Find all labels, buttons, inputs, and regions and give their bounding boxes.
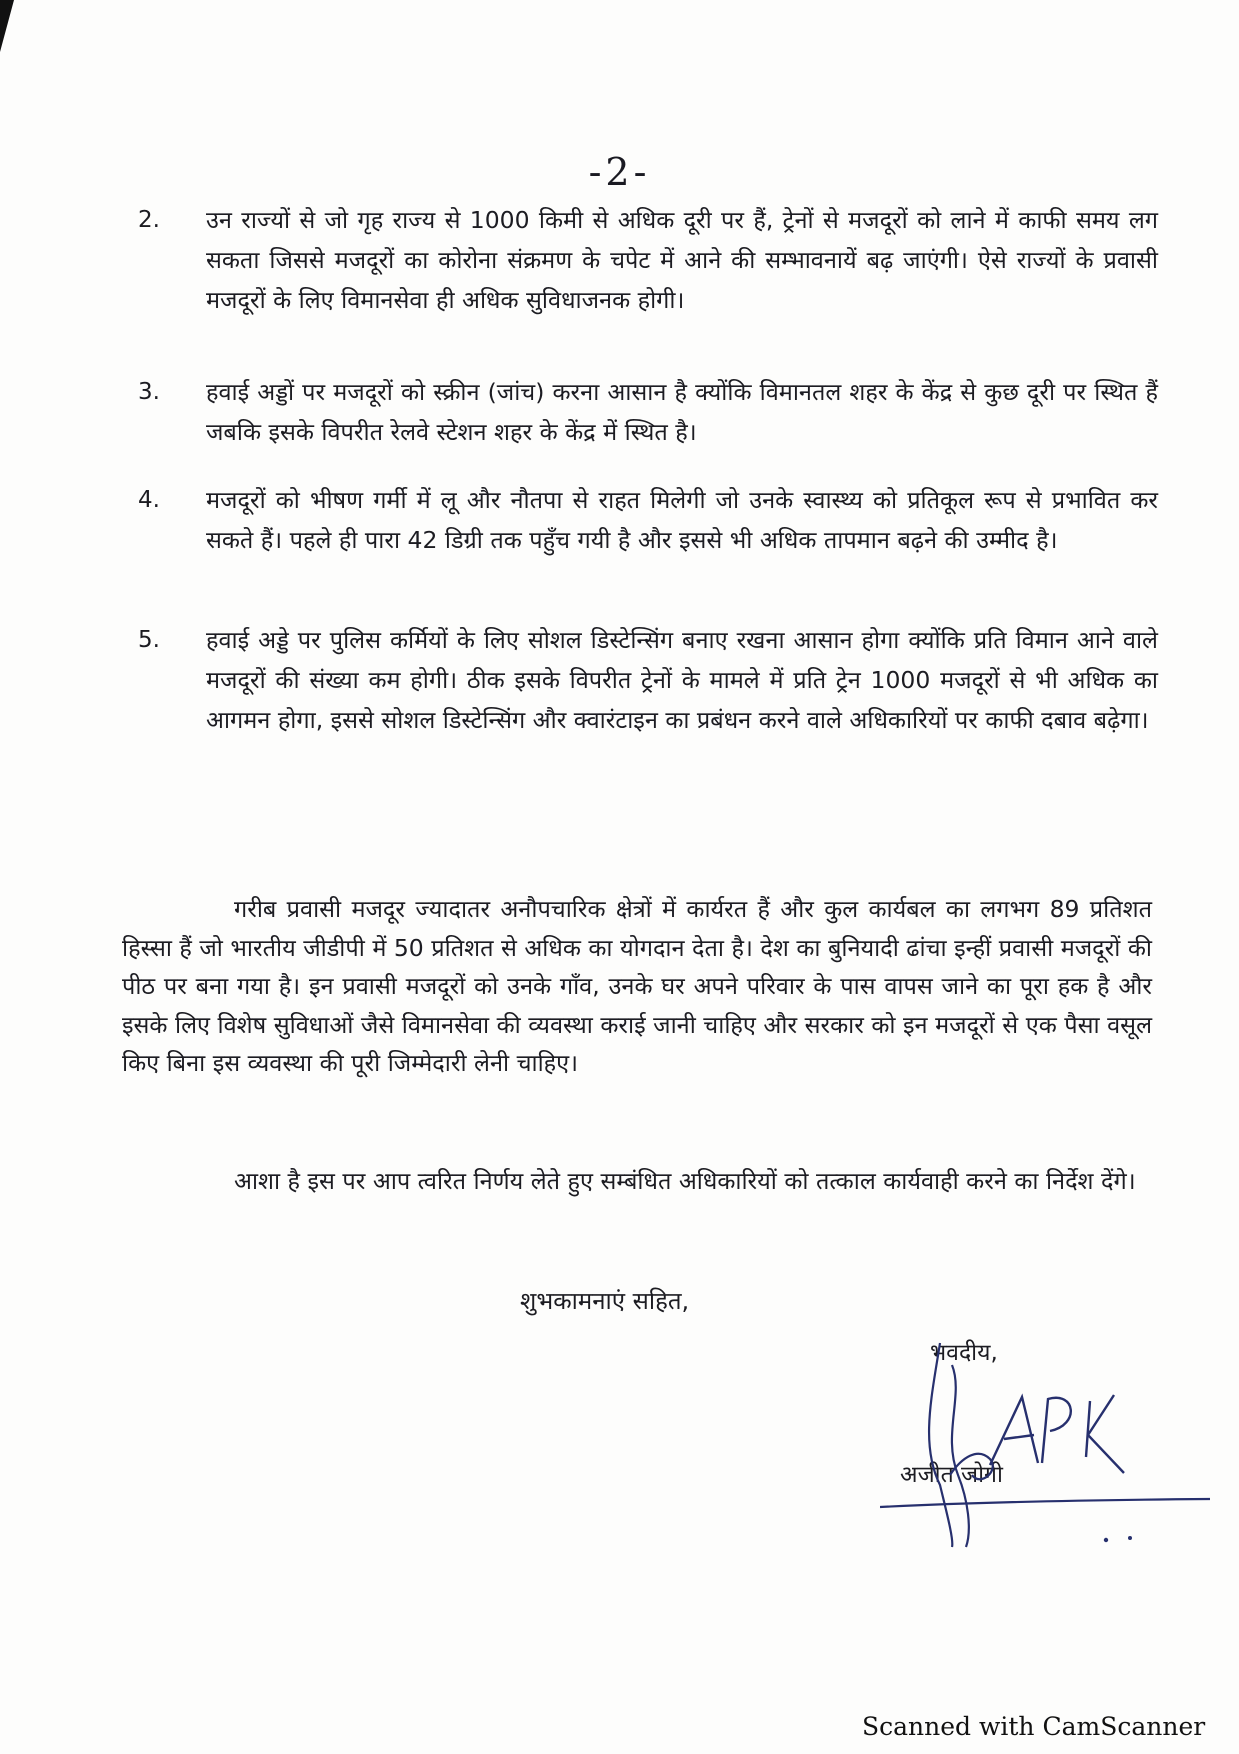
list-item-3 — [130, 372, 1158, 452]
list-item-number: 2. — [138, 207, 160, 233]
body-paragraph-1: गरीब प्रवासी मजदूर ज्यादातर अनौपचारिक क्षेत्रों में कार्यरत हैं और कुल कार्यबल का लगभग 89 प्रतिशत हिस्सा हैं जो भारतीय जीडीपी में 50 प्रतिशत से अधिक का योगदान देता है। देश का बुनियादी ढांचा इन्हीं प्रवासी मजदूरों की पीठ पर बना गया है। इन प्रवासी मजदूरों को उनके गाँव, उनके घर अपने परिवार के पास वापस जाने का पूरा हक है और इसके लिए विशेष सुविधाओं जैसे विमानसेवा की व्यवस्था कराई जानी चाहिए और सरकार को इन मजदूरों से एक पैसा वसूल किए बिना इस व्यवस्था की पूरी जिम्मेदारी लेनी चाहिए। — [122, 895, 1152, 1077]
list-item-2 — [130, 200, 1158, 320]
list-item-number: 3. — [138, 379, 160, 405]
body-paragraph-2: आशा है इस पर आप त्वरित निर्णय लेते हुए सम्बंधित अधिकारियों को तत्काल कार्यवाही करने का निर्देश देंगे। — [234, 1167, 1136, 1195]
list-item-number: 5. — [138, 627, 160, 653]
list-item-text: हवाई अड्डों पर मजदूरों को स्क्रीन (जांच) करना आसान है क्योंकि विमानतल शहर के केंद्र से कुछ दूरी पर स्थित हैं जबकि इसके विपरीत रेलवे स्टेशन शहर के केंद्र में स्थित है। — [206, 378, 1158, 446]
handwritten-signature — [880, 1335, 1210, 1550]
list-item-text: उन राज्यों से जो गृह राज्य से 1000 किमी से अधिक दूरी पर हैं, ट्रेनों से मजदूरों को लाने में काफी समय लग सकता जिससे मजदूरों का कोरोना संक्रमण के चपेट में आने की सम्भावनायें बढ़ जाएंगी। ऐसे राज्यों के प्रवासी मजदूरों के लिए विमानसेवा ही अधिक सुविधाजनक होगी। — [206, 206, 1158, 314]
signer-name: अजीत जोगी — [900, 1462, 1003, 1488]
signoff: भवदीय, — [930, 1340, 998, 1366]
signature-block — [880, 1335, 1210, 1550]
list-item-text: मजदूरों को भीषण गर्मी में लू और नौतपा से राहत मिलेगी जो उनके स्वास्थ्य को प्रतिकूल रूप से प्रभावित कर सकते हैं। पहले ही पारा 42 डिग्री तक पहुँच गयी है और इससे भी अधिक तापमान बढ़ने की उम्मीद है। — [206, 486, 1158, 554]
closing-salutation: शुभकामनाएं सहित, — [520, 1287, 690, 1315]
list-item-4 — [130, 480, 1158, 560]
list-item-text: हवाई अड्डे पर पुलिस कर्मियों के लिए सोशल डिस्टेन्सिंग बनाए रखना आसान होगा क्योंकि प्रति विमान आने वाले मजदूरों की संख्या कम होगी। ठीक इसके विपरीत ट्रेनों के मामले में प्रति ट्रेन 1000 मजदूरों से भी अधिक का आगमन होगा, इससे सोशल डिस्टेन्सिंग और क्वारंटाइन का प्रबंधन करने वाले अधिकारियों पर काफी दबाव बढ़ेगा। — [206, 626, 1158, 734]
list-item-number: 4. — [138, 487, 160, 513]
list-item-5 — [130, 620, 1158, 740]
page-number: -2- — [588, 150, 651, 194]
scan-corner-mark — [0, 0, 14, 52]
camscanner-watermark: Scanned with CamScanner — [862, 1712, 1206, 1741]
